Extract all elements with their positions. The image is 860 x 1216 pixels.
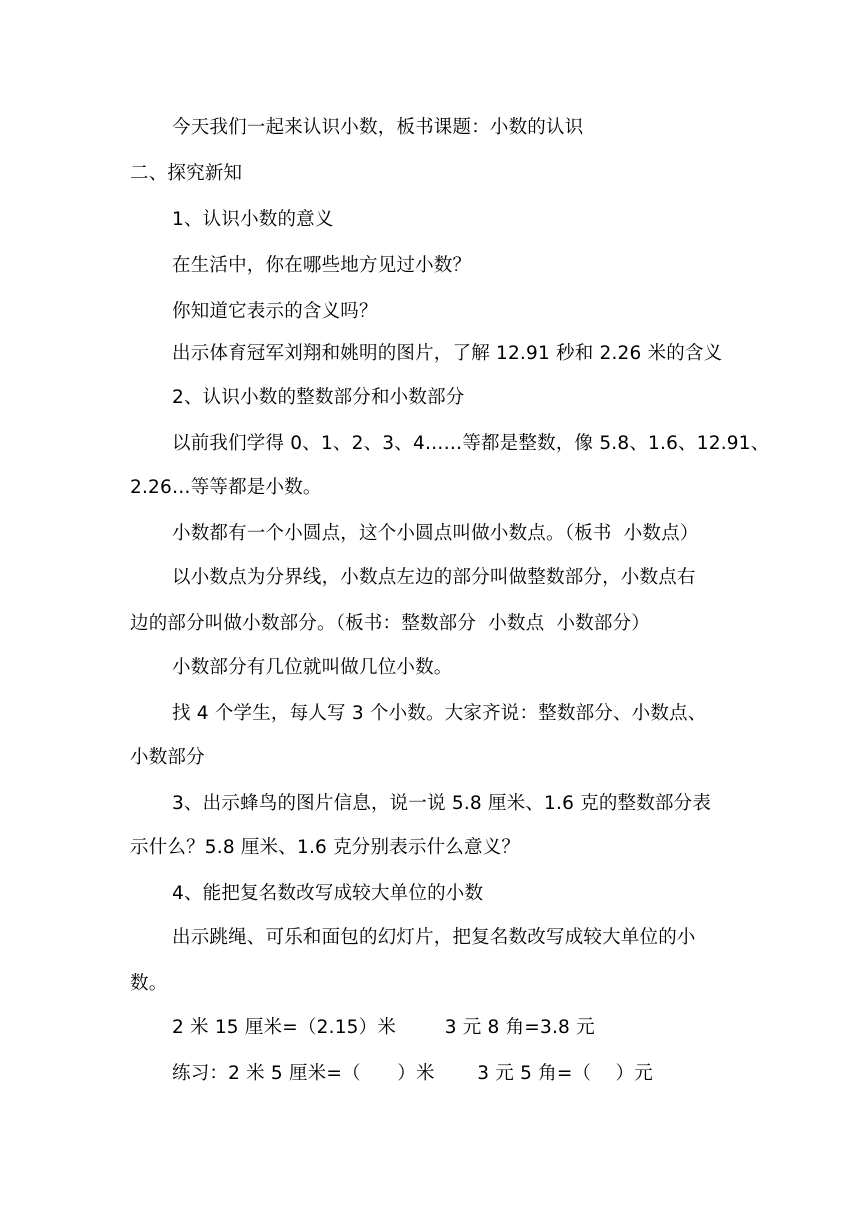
paragraph-continuation: 示什么？5.8 厘米、1.6 克分别表示什么意义？ <box>130 837 521 858</box>
subheading-2: 2、认识小数的整数部分和小数部分 <box>172 387 465 408</box>
paragraph: 出示体育冠军刘翔和姚明的图片，了解 12.91 秒和 2.26 米的含义 <box>172 343 723 364</box>
subheading-3: 3、出示蜂鸟的图片信息，说一说 5.8 厘米、1.6 克的整数部分表 <box>172 793 712 814</box>
paragraph: 找 4 个学生，每人写 3 个小数。大家齐说：整数部分、小数点、 <box>172 703 707 724</box>
paragraph-continuation: 小数部分 <box>130 747 205 768</box>
paragraph: 在生活中，你在哪些地方见过小数？ <box>172 255 472 276</box>
paragraph: 小数都有一个小圆点，这个小圆点叫做小数点。（板书 小数点） <box>172 523 699 544</box>
subheading-1: 1、认识小数的意义 <box>172 209 334 230</box>
paragraph: 你知道它表示的含义吗？ <box>172 301 378 322</box>
subheading-4: 4、能把复名数改写成较大单位的小数 <box>172 883 484 904</box>
paragraph: 以前我们学得 0、1、2、3、4……等都是整数，像 5.8、1.6、12.91、 <box>172 433 770 454</box>
exercise-line: 练习：2 米 5 厘米=（ ）米 3 元 5 角=（ ）元 <box>172 1063 653 1084</box>
paragraph-continuation: 边的部分叫做小数部分。（板书：整数部分 小数点 小数部分） <box>130 613 650 634</box>
section-heading: 二、探究新知 <box>130 163 243 184</box>
paragraph: 出示跳绳、可乐和面包的幻灯片，把复名数改写成较大单位的小 <box>172 927 696 948</box>
paragraph-continuation: 数。 <box>130 973 168 994</box>
paragraph: 小数部分有几位就叫做几位小数。 <box>172 657 453 678</box>
paragraph: 以小数点为分界线，小数点左边的部分叫做整数部分，小数点右 <box>172 567 696 588</box>
paragraph-intro: 今天我们一起来认识小数，板书课题：小数的认识 <box>172 117 584 138</box>
paragraph-continuation: 2.26…等等都是小数。 <box>130 477 322 498</box>
example-line: 2 米 15 厘米=（2.15）米 3 元 8 角=3.8 元 <box>172 1017 595 1038</box>
